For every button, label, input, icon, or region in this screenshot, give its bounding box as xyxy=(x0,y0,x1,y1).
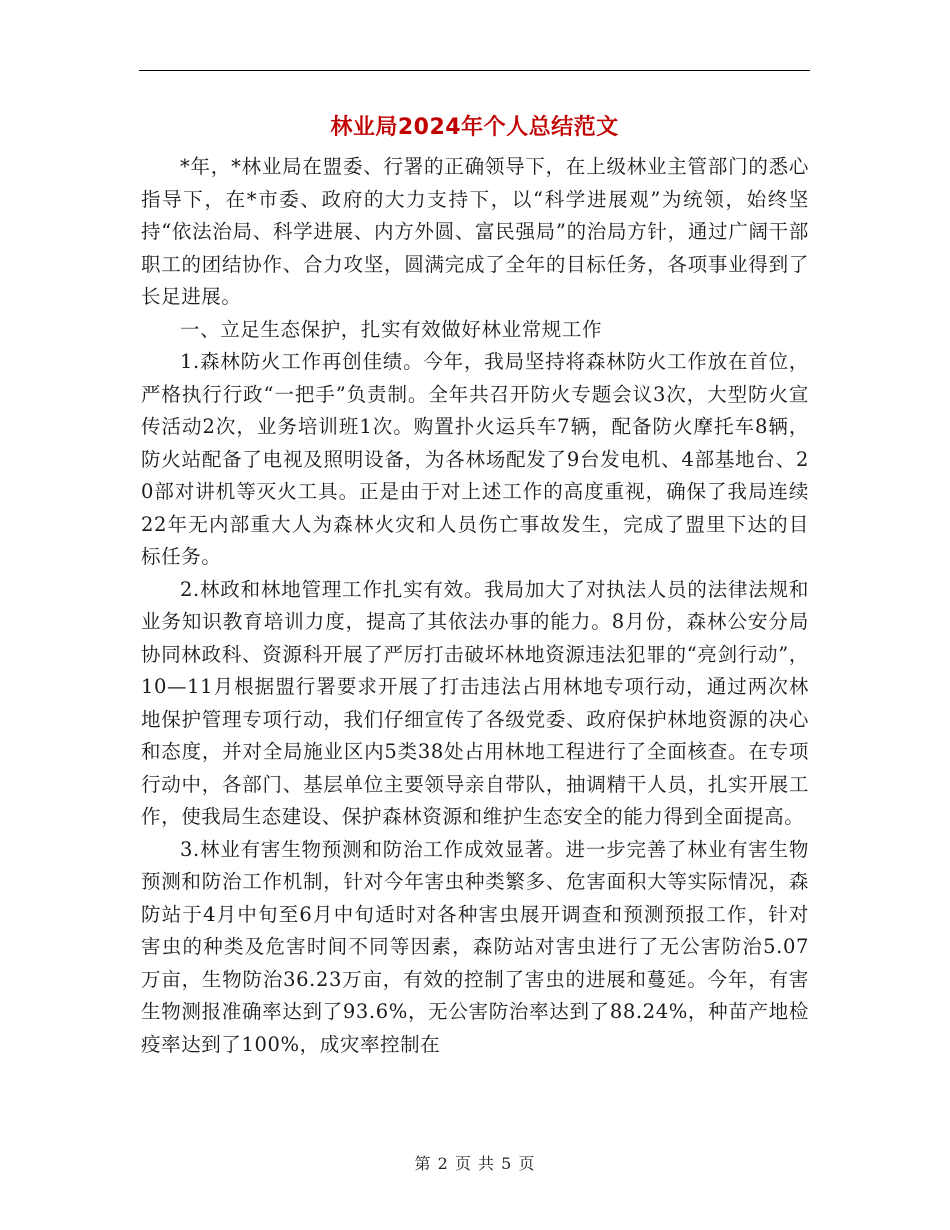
page-footer xyxy=(0,1153,950,1175)
paragraph-forest-land-management: 2.林政和林地管理工作扎实有效。我局加大了对执法人员的法律法规和业务知识教育培训力度，提高了其依法办事的能力。8月份，森林公安分局协同林政科、资源科开展了严厉打击破坏林地资源违法犯罪的“亮剑行动”，10—11月根据盟行署要求开展了打击违法占用林地专项行动，通过两次林地保护管理专项行动，我们仔细宣传了各级党委、政府保护林地资源的决心和态度，并对全局施业区内5类38处占用林地工程进行了全面核查。在专项行动中，各部门、基层单位主要领导亲自带队，抽调精干人员，扎实开展工作，使我局生态建设、保护森林资源和维护生态安全的能力得到全面提高。 xyxy=(141,577,809,828)
paragraph-fire-prevention: 1.森林防火工作再创佳绩。今年，我局坚持将森林防火工作放在首位，严格执行行政“一把手”负责制。全年共召开防火专题会议3次，大型防火宣传活动2次，业务培训班1次。购置扑火运兵车7辆，配备防火摩托车8辆，防火站配备了电视及照明设备，为各林场配发了9台发电机、4部基地台、20部对讲机等灭火工具。正是由于对上述工作的高度重视，确保了我局连续22年无内部重大人为森林火灾和人员伤亡事故发生，完成了盟里下达的目标任务。 xyxy=(141,350,809,568)
section-heading-1: 一、立足生态保护，扎实有效做好林业常规工作 xyxy=(180,317,603,341)
header-rule xyxy=(139,70,810,71)
footer-label-suffix: 页 xyxy=(518,1154,536,1173)
document-body xyxy=(141,151,809,1061)
footer-total-pages: 5 xyxy=(501,1154,513,1173)
intro-paragraph: *年，*林业局在盟委、行署的正确领导下，在上级林业主管部门的悉心指导下，在*市委、政府的大力支持下，以“科学进展观”为统领，始终坚持“依法治局、科学进展、内方外圆、富民强局”的治局方针，通过广阔干部职工的团结协作、合力攻坚，圆满完成了全年的目标任务，各项事业得到了长足进展。 xyxy=(141,155,809,308)
document-title: 林业局2024年个人总结范文 xyxy=(330,115,619,140)
footer-label-total: 共 xyxy=(478,1154,496,1173)
footer-current-page: 2 xyxy=(437,1154,449,1173)
paragraph-pest-control: 3.林业有害生物预测和防治工作成效显著。进一步完善了林业有害生物预测和防治工作机制，针对今年害虫种类繁多、危害面积大等实际情况，森防站于4月中旬至6月中旬适时对各种害虫展开调查和预测预报工作，针对害虫的种类及危害时间不同等因素，森防站对害虫进行了无公害防治5.07万亩，生物防治36.23万亩，有效的控制了害虫的进展和蔓延。今年，有害生物测报准确率达到了93.6%，无公害防治率达到了88.24%，种苗产地检疫率达到了100%，成灾率控制在 xyxy=(141,837,809,1056)
footer-label-prefix: 第 xyxy=(414,1154,432,1173)
footer-label-page: 页 xyxy=(454,1154,472,1173)
